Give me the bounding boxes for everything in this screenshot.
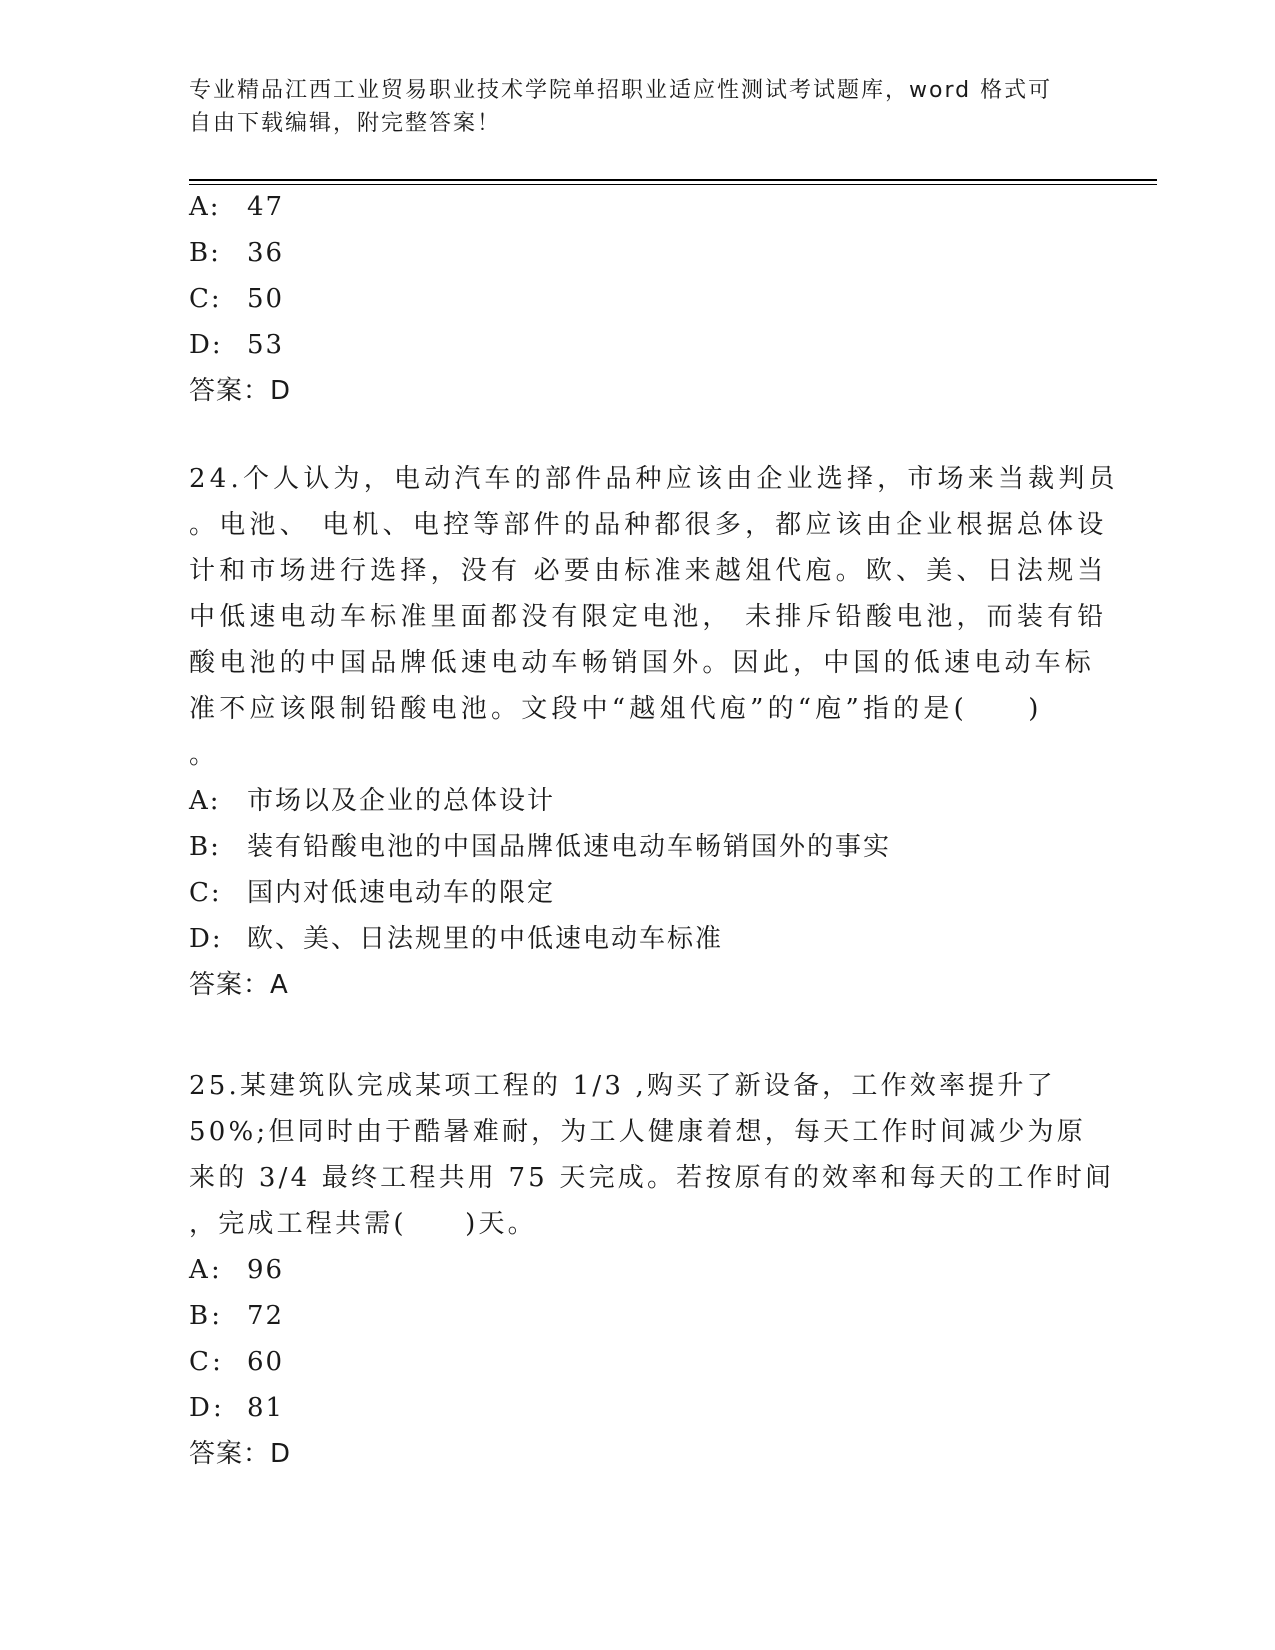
option-key: B: bbox=[189, 238, 221, 268]
question-25 bbox=[189, 1063, 1115, 1477]
option-text: 72 bbox=[247, 1301, 285, 1331]
header-line-1: 专业精品江西工业贸易职业技术学院单招职业适应性测试考试题库，word 格式可 bbox=[189, 78, 1053, 103]
stem-line: 。 bbox=[189, 740, 220, 770]
option-d bbox=[189, 916, 1089, 962]
option-key: A: bbox=[189, 786, 221, 816]
option-b bbox=[189, 824, 1089, 870]
option-key: B: bbox=[189, 832, 221, 862]
page-header bbox=[189, 74, 1089, 140]
header-line-2: 自由下载编辑，附完整答案！ bbox=[189, 111, 502, 136]
option-key: A: bbox=[189, 192, 221, 222]
answer-line: 答案：D bbox=[189, 376, 292, 406]
question-23-tail bbox=[189, 184, 1089, 414]
option-b bbox=[189, 1293, 1089, 1339]
stem-line: ，完成工程共需( )天。 bbox=[189, 1209, 537, 1239]
question-24 bbox=[189, 456, 1119, 1008]
option-key: C: bbox=[189, 284, 222, 314]
option-text: 53 bbox=[247, 330, 285, 360]
stem-line: 准不应该限制铅酸电池。文段中“越俎代庖”的“庖”指的是( ) bbox=[189, 694, 1043, 724]
option-text: 36 bbox=[247, 238, 285, 268]
option-c bbox=[189, 276, 1089, 322]
answer-line: 答案：D bbox=[189, 1439, 292, 1469]
option-b bbox=[189, 230, 1089, 276]
option-text: 装有铅酸电池的中国品牌低速电动车畅销国外的事实 bbox=[247, 832, 892, 862]
option-a bbox=[189, 1247, 1089, 1293]
stem-line: 酸电池的中国品牌低速电动车畅销国外。因此，中国的低速电动车标 bbox=[189, 648, 1096, 678]
option-text: 欧、美、日法规里的中低速电动车标准 bbox=[247, 924, 724, 954]
stem-line: 计和市场进行选择，没有 必要由标准来越俎代庖。欧、美、日法规当 bbox=[189, 556, 1108, 586]
stem-line: 。电池、 电机、电控等部件的品种都很多，都应该由企业根据总体设 bbox=[189, 510, 1108, 540]
stem-line: 25.某建筑队完成某项工程的 1/3 ,购买了新设备，工作效率提升了 bbox=[189, 1071, 1056, 1101]
option-key: D: bbox=[189, 330, 223, 360]
option-a bbox=[189, 778, 1089, 824]
option-d bbox=[189, 1385, 1089, 1431]
question-stem bbox=[189, 456, 1119, 778]
option-d bbox=[189, 322, 1089, 368]
stem-line: 50%;但同时由于酷暑难耐，为工人健康着想，每天工作时间减少为原 bbox=[189, 1117, 1086, 1147]
option-text: 81 bbox=[247, 1393, 285, 1423]
option-c bbox=[189, 1339, 1089, 1385]
stem-line: 中低速电动车标准里面都没有限定电池， 未排斥铅酸电池，而装有铅 bbox=[189, 602, 1108, 632]
option-text: 50 bbox=[247, 284, 285, 314]
question-stem bbox=[189, 1063, 1115, 1247]
stem-line: 24.个人认为，电动汽车的部件品种应该由企业选择，市场来当裁判员 bbox=[189, 464, 1119, 494]
option-key: B: bbox=[189, 1301, 224, 1331]
option-key: D: bbox=[189, 924, 223, 954]
answer-line: 答案：A bbox=[189, 970, 289, 1000]
option-key: A: bbox=[189, 1255, 223, 1285]
option-text: 市场以及企业的总体设计 bbox=[247, 786, 556, 816]
option-text: 60 bbox=[247, 1347, 285, 1377]
option-key: D: bbox=[189, 1393, 226, 1423]
option-text: 国内对低速电动车的限定 bbox=[247, 878, 556, 908]
option-a bbox=[189, 184, 1089, 230]
option-key: C: bbox=[189, 1347, 225, 1377]
option-key: C: bbox=[189, 878, 222, 908]
stem-line: 来的 3/4 最终工程共用 75 天完成。若按原有的效率和每天的工作时间 bbox=[189, 1163, 1115, 1193]
option-text: 47 bbox=[247, 192, 285, 222]
option-c bbox=[189, 870, 1089, 916]
header-divider-thick bbox=[189, 179, 1157, 181]
option-text: 96 bbox=[247, 1255, 285, 1285]
